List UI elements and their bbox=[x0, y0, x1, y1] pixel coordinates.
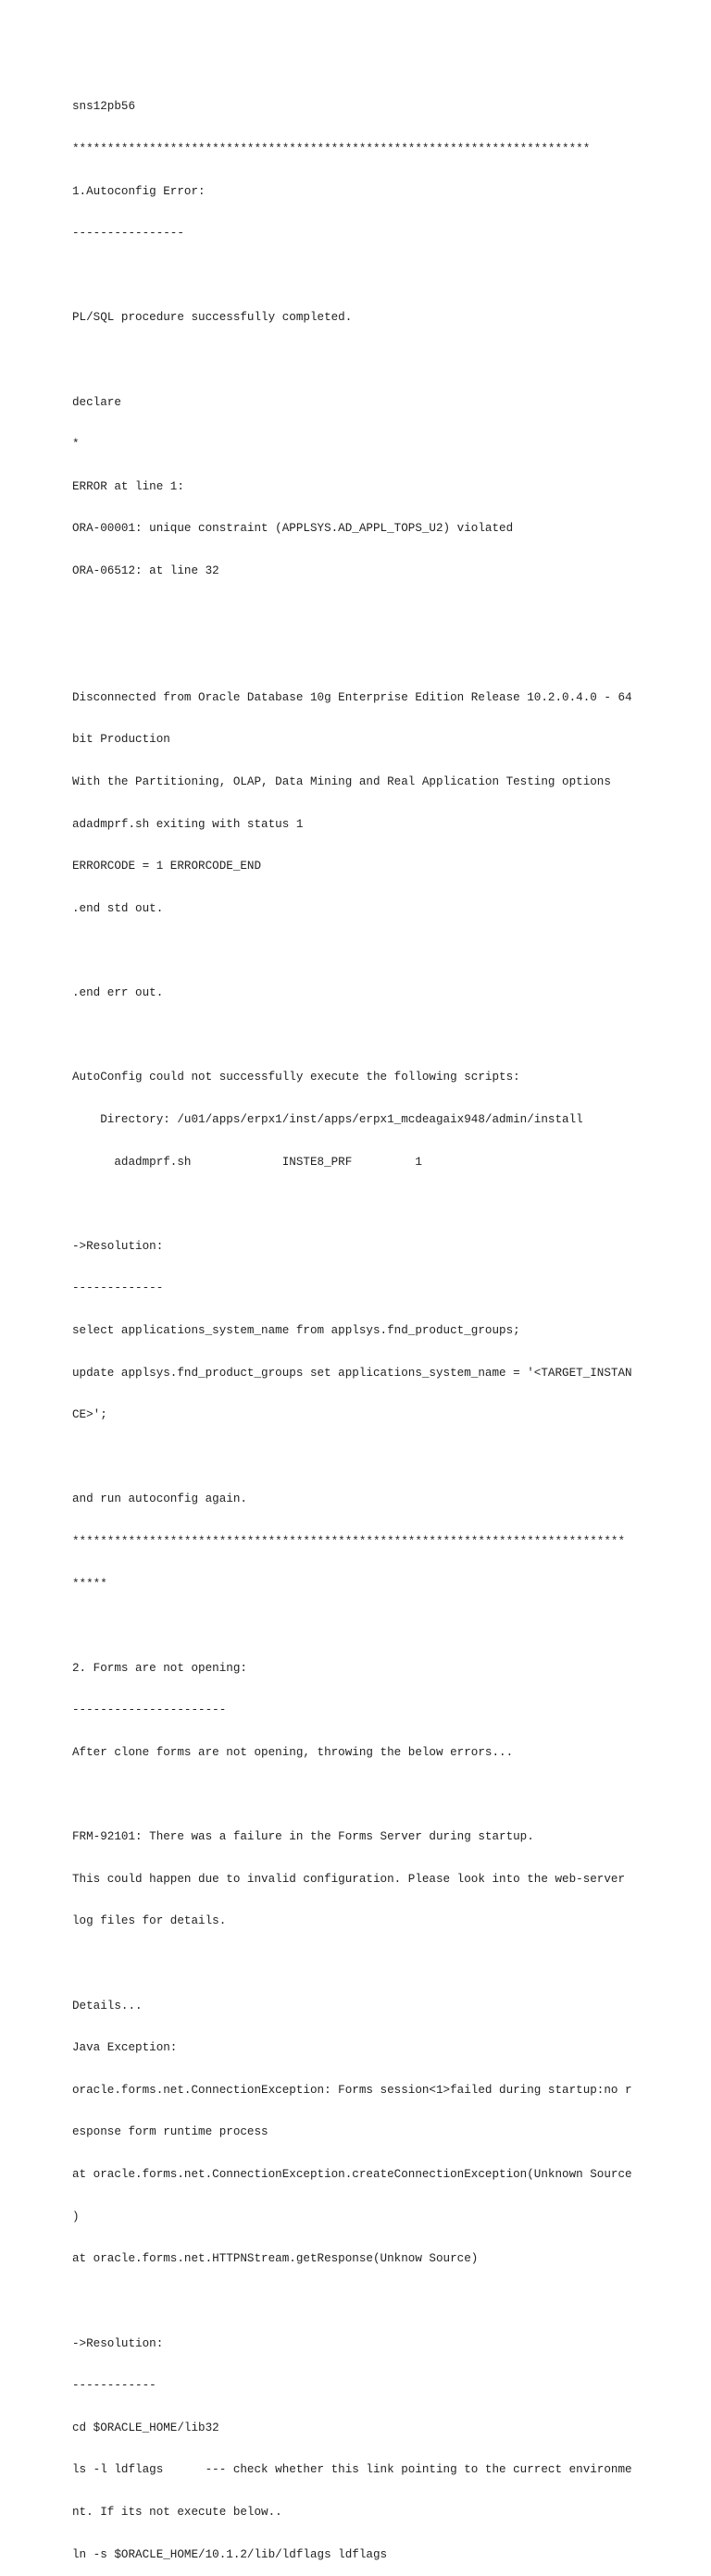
text-line: sns12pb56 bbox=[72, 100, 136, 114]
text-line: Java Exception: bbox=[72, 2041, 178, 2055]
text-line: oracle.forms.net.ConnectionException: Forms session<1>failed during startup:no r bbox=[72, 2083, 632, 2097]
text-line: 2. Forms are not opening: bbox=[72, 1661, 247, 1675]
text-line: 1.Autoconfig Error: bbox=[72, 184, 206, 198]
text-line: With the Partitioning, OLAP, Data Mining and Real Application Testing options bbox=[72, 775, 611, 789]
text-line: ) bbox=[72, 2210, 80, 2223]
text-line bbox=[72, 1619, 702, 1633]
text-line: adadmprf.sh INSTE8_PRF 1 bbox=[72, 1155, 422, 1169]
text-line: ->Resolution: bbox=[72, 2336, 164, 2350]
text-line: select applications_system_name from applsys.fnd_product_groups; bbox=[72, 1323, 520, 1337]
text-line: cd $ORACLE_HOME/lib32 bbox=[72, 2421, 219, 2434]
text-line bbox=[72, 2295, 702, 2309]
text-line bbox=[72, 945, 702, 959]
text-line: ------------ bbox=[72, 2379, 156, 2393]
text-line: log files for details. bbox=[72, 1914, 227, 1928]
text-line: Disconnected from Oracle Database 10g Enterprise Edition Release 10.2.0.4.0 - 64 bbox=[72, 690, 632, 704]
text-line: ERROR at line 1: bbox=[72, 479, 184, 493]
text-line bbox=[72, 1957, 702, 1971]
text-line: FRM-92101: There was a failure in the Forms Server during startup. bbox=[72, 1830, 534, 1844]
text-line: ORA-06512: at line 32 bbox=[72, 564, 219, 578]
text-line: ln -s $ORACLE_HOME/10.1.2/lib/ldflags ldflags bbox=[72, 2547, 388, 2561]
text-line: ---------------- bbox=[72, 227, 184, 241]
text-line bbox=[72, 1789, 702, 1802]
text-line: AutoConfig could not successfully execute the following scripts: bbox=[72, 1071, 520, 1084]
text-line: After clone forms are not opening, throwing the below errors... bbox=[72, 1746, 514, 1760]
text-line: ---------------------- bbox=[72, 1703, 227, 1717]
text-line: Directory: /u01/apps/erpx1/inst/apps/erpx1_mcdeagaix948/admin/install bbox=[72, 1112, 583, 1126]
text-line: Details... bbox=[72, 1999, 143, 2012]
text-line: adadmprf.sh exiting with status 1 bbox=[72, 817, 304, 831]
text-line: ***** bbox=[72, 1577, 107, 1591]
text-line: declare bbox=[72, 395, 121, 409]
text-line: ------------- bbox=[72, 1282, 164, 1295]
text-line bbox=[72, 353, 702, 367]
text-line bbox=[72, 1197, 702, 1211]
text-line: ERRORCODE = 1 ERRORCODE_END bbox=[72, 860, 262, 873]
text-line: ************************************************************************** bbox=[72, 142, 591, 156]
text-line bbox=[72, 1029, 702, 1043]
text-line bbox=[72, 607, 702, 621]
text-line: This could happen due to invalid configuration. Please look into the web-server bbox=[72, 1872, 626, 1886]
text-line: nt. If its not execute below.. bbox=[72, 2505, 282, 2519]
text-line: .end err out. bbox=[72, 986, 164, 1000]
text-line: ******************************************************************************* bbox=[72, 1535, 626, 1548]
text-line: ls -l ldflags --- check whether this link pointing to the currect environme bbox=[72, 2463, 632, 2477]
text-line: ORA-00001: unique constraint (APPLSYS.AD_APPL_TOPS_U2) violated bbox=[72, 522, 514, 536]
text-line: bit Production bbox=[72, 733, 170, 747]
text-line: CE>'; bbox=[72, 1408, 107, 1422]
document-body bbox=[72, 72, 702, 2576]
text-line bbox=[72, 649, 702, 663]
text-line: .end std out. bbox=[72, 901, 164, 915]
text-line: update applsys.fnd_product_groups set applications_system_name = '<TARGET_INSTAN bbox=[72, 1366, 632, 1380]
text-line: esponse form runtime process bbox=[72, 2125, 268, 2139]
text-line: PL/SQL procedure successfully completed. bbox=[72, 311, 353, 325]
text-line: at oracle.forms.net.HTTPNStream.getResponse(Unknow Source) bbox=[72, 2252, 479, 2266]
text-line: and run autoconfig again. bbox=[72, 1492, 247, 1506]
text-line: * bbox=[72, 438, 80, 452]
text-line: at oracle.forms.net.ConnectionException.createConnectionException(Unknown Source bbox=[72, 2168, 632, 2182]
text-line bbox=[72, 269, 702, 283]
text-line: ->Resolution: bbox=[72, 1239, 164, 1253]
text-line bbox=[72, 1451, 702, 1465]
